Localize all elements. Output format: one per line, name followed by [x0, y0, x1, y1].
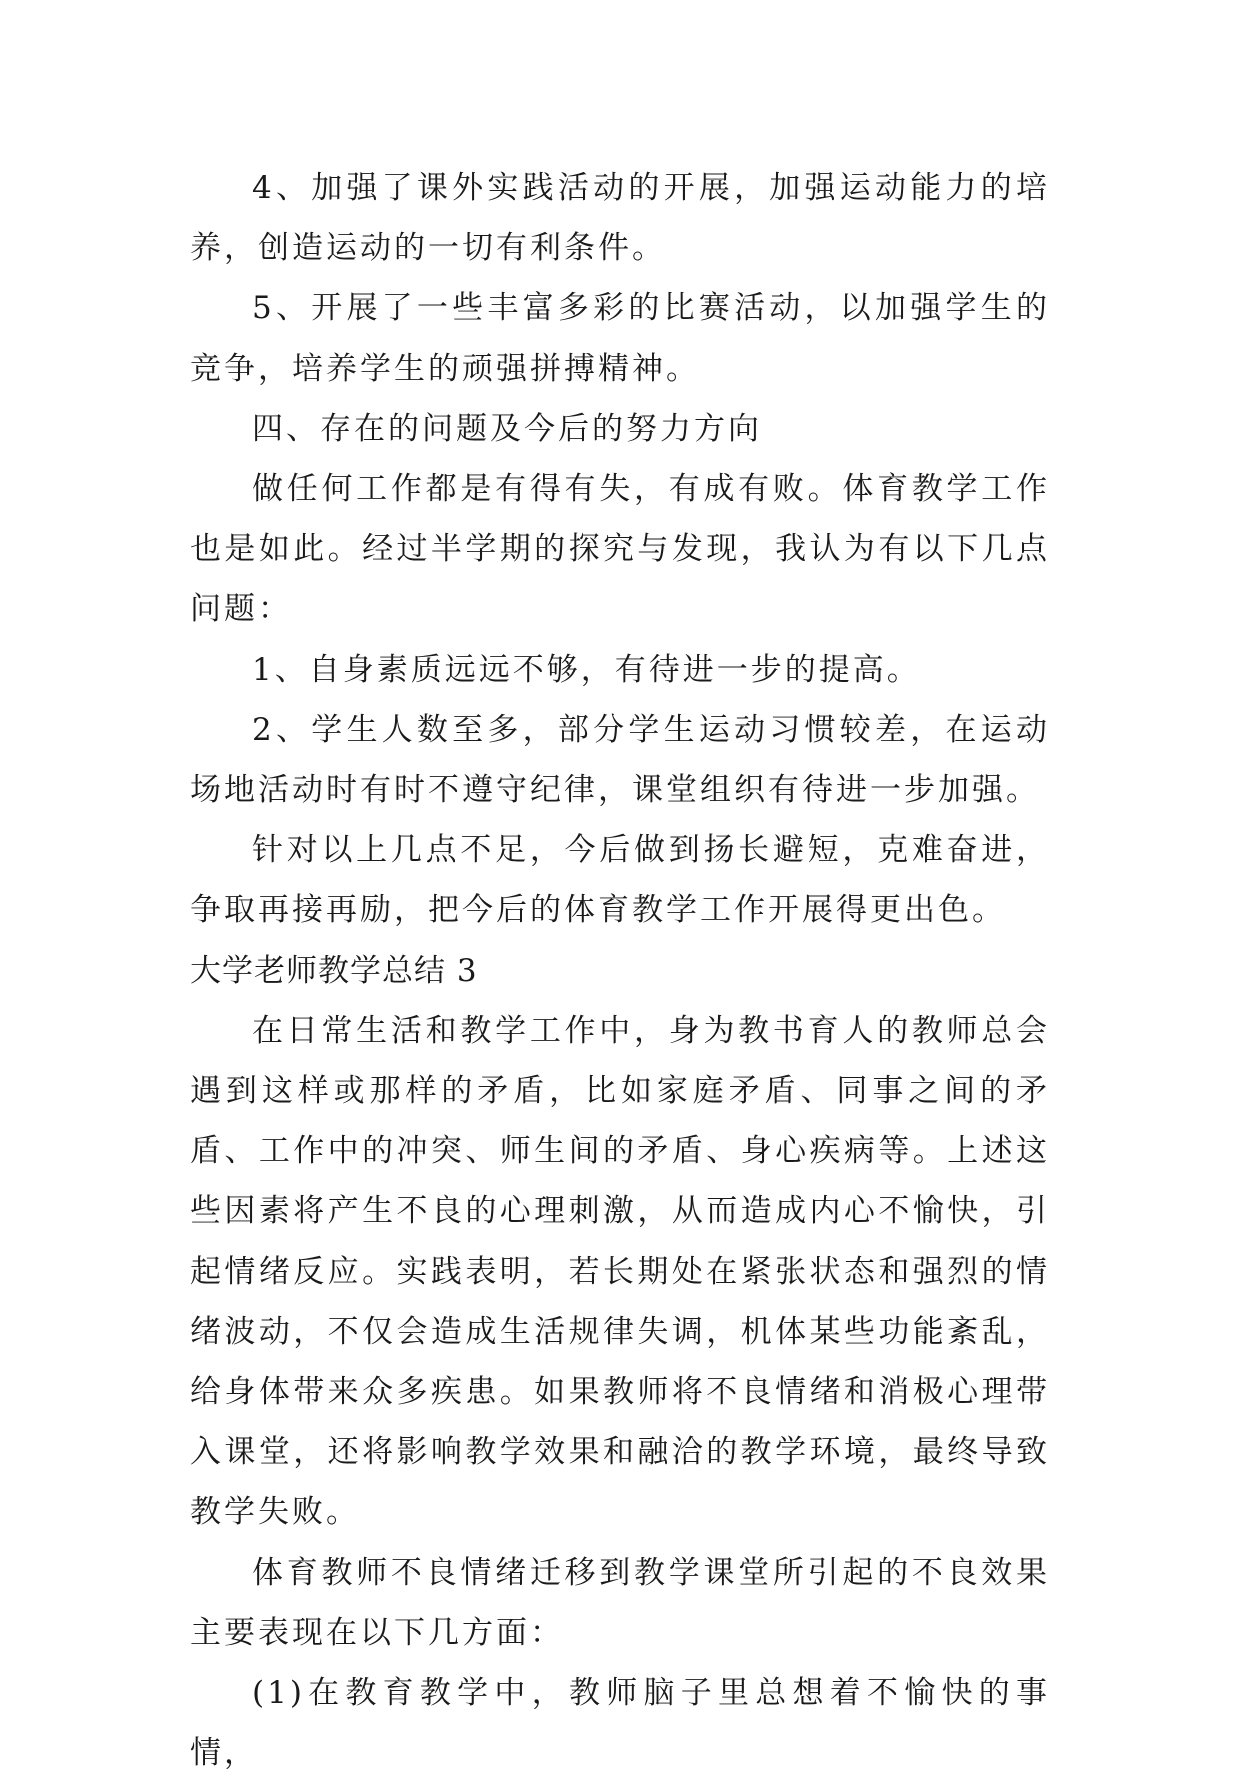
section-paragraph-3: (1)在教育教学中，教师脑子里总想着不愉快的事情， [190, 1675, 1050, 1772]
section-title: 大学老师教学总结 3 [190, 952, 478, 989]
paragraph-item-5: 5、开展了一些丰富多彩的比赛活动，以加强学生的竞争，培养学生的顽强拼搏精神。 [190, 290, 1050, 387]
problem-item-2: 2、学生人数至多，部分学生运动习惯较差，在运动场地活动时有时不遵守纪律，课堂组织有待进一步加强。 [190, 711, 1050, 809]
conclusion-paragraph: 针对以上几点不足，今后做到扬长避短，克难奋进，争取再接再励，把今后的体育教学工作开展得更出色。 [190, 832, 1050, 929]
section-paragraph-1: 在日常生活和教学工作中，身为教书育人的教师总会遇到这样或那样的矛盾，比如家庭矛盾、同事之间的矛盾、工作中的冲突、师生间的矛盾、身心疾病等。上述这些因素将产生不良的心理刺激，从而造成内心不愉快，引起情绪反应。实践表明，若长期处在紧张状态和强烈的情绪波动，不仅会造成生活规律失调，机体某些功能紊乱，给身体带来众多疾患。如果教师将不良情绪和消极心理带入课堂，还将影响教学效果和融洽的教学环境，最终导致教学失败。 [190, 1012, 1050, 1531]
problem-item-1: 1、自身素质远远不够，有待进一步的提高。 [252, 651, 921, 688]
problems-intro-paragraph: 做任何工作都是有得有失，有成有败。体育教学工作也是如此。经过半学期的探究与发现，我认为有以下几点问题： [190, 471, 1050, 628]
paragraph-item-4: 4、加强了课外实践活动的开展，加强运动能力的培养，创造运动的一切有利条件。 [190, 170, 1050, 267]
document-body [190, 158, 1050, 1783]
section-four-heading: 四、存在的问题及今后的努力方向 [252, 410, 762, 447]
section-paragraph-2: 体育教师不良情绪迁移到教学课堂所引起的不良效果主要表现在以下几方面： [190, 1554, 1050, 1651]
